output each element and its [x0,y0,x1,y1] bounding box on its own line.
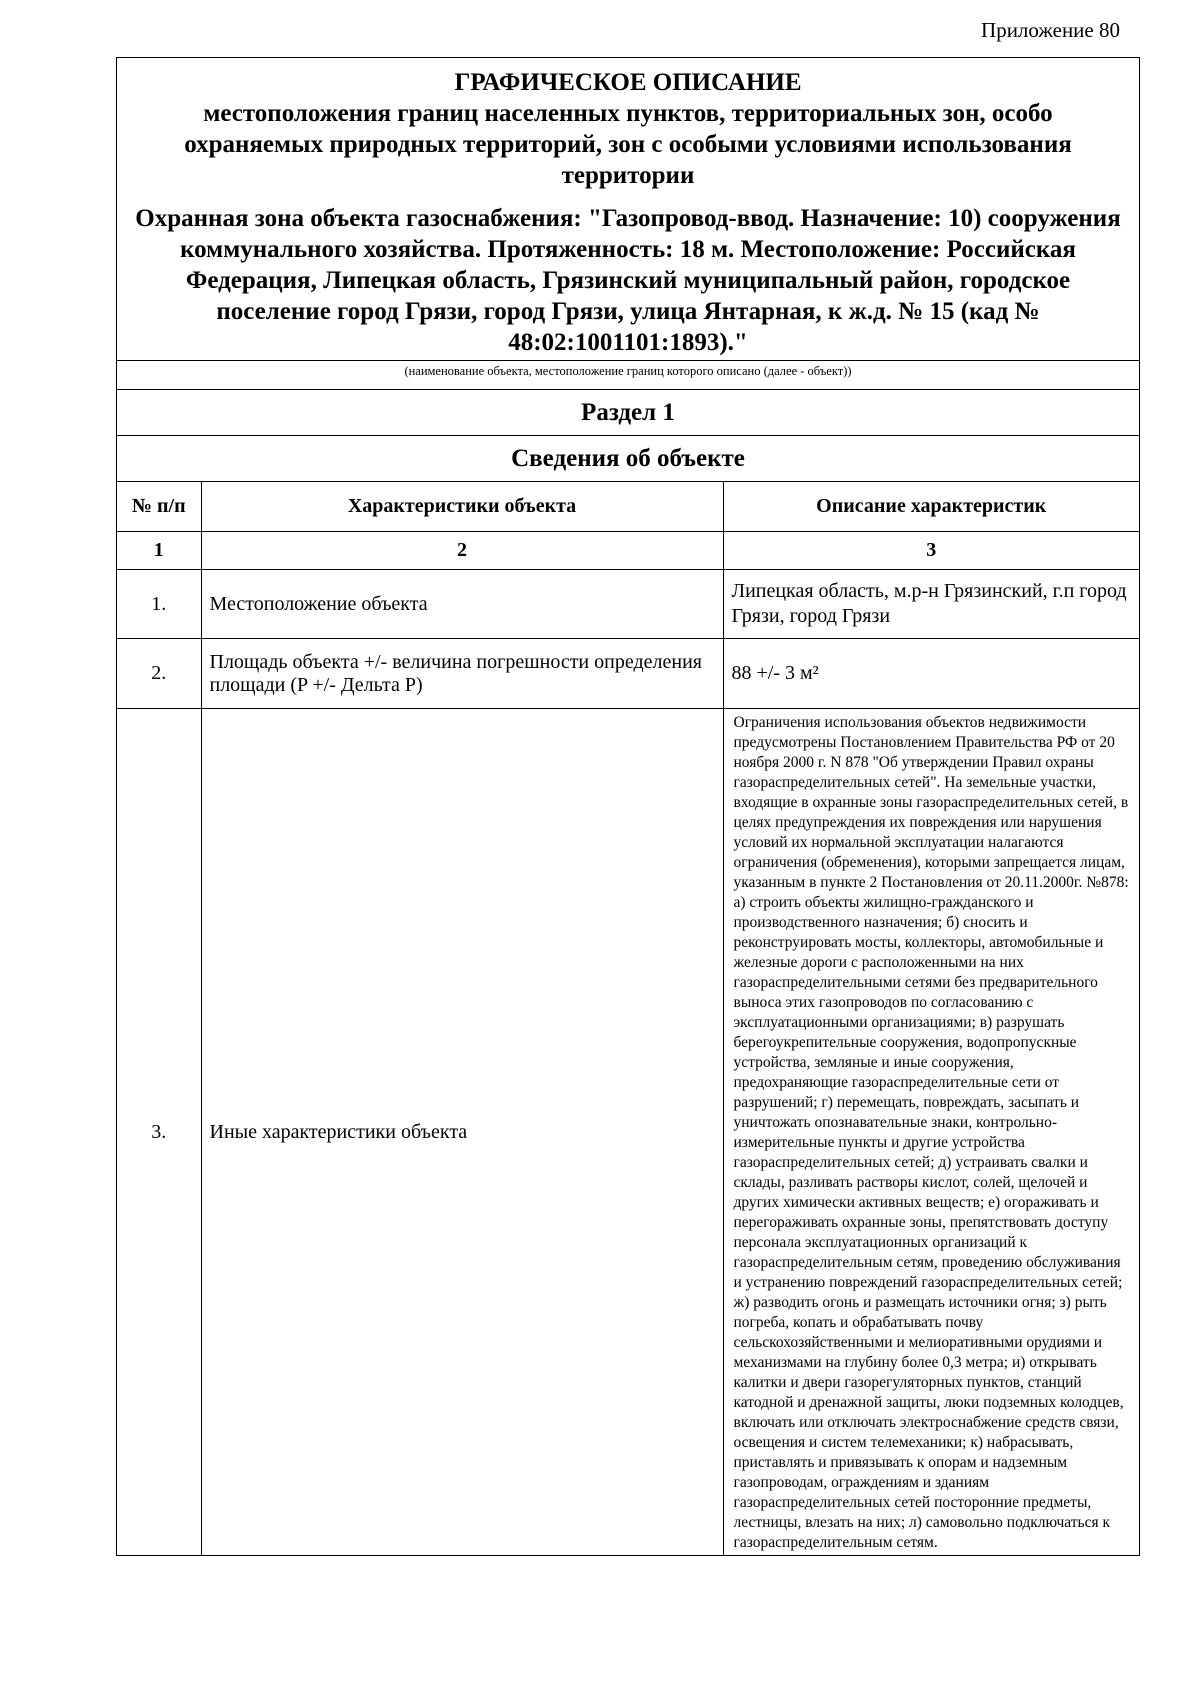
table-row [117,570,1139,639]
row-description: Ограничения использования объектов недвижимости предусмотрены Постановлением Правительства РФ от 20 ноября 2000 г. N 878 "Об утверждении Правил охраны газораспределительных сетей". На земельные участки, входящие в охранные зоны газораспределительных сетей, в целях предупреждения их повреждения или нарушения условий их нормальной эксплуатации налагаются ограничения (обременения), которыми запрещается лицам, указанным в пункте 2 Постановления от 20.11.2000г. №878: а) строить объекты жилищно-гражданского и производственного назначения; б) сносить и реконструировать мосты, коллекторы, автомобильные и железные дороги с расположенными на них газораспределительными сетями без предварительного выноса этих газопроводов по согласованию с эксплуатационными организациями; в) разрушать берегоукрепительные сооружения, водопропускные устройства, земляные и иные сооружения, предохраняющие газораспределительные сети от разрушений; г) перемещать, повреждать, засыпать и уничтожать опознавательные знаки, контрольно-измерительные пункты и другие устройства газораспределительных сетей; д) устраивать свалки и склады, разливать растворы кислот, солей, щелочей и других химически активных веществ; е) огораживать и перегораживать охранные зоны, препятствовать доступу персонала эксплуатационных организаций к газораспределительным сетям, проведению обслуживания и устранению повреждений газораспределительных сетей; ж) разводить огонь и размещать источники огня; з) рыть погреба, копать и обрабатывать почву сельскохозяйственными и мелиоративными орудиями и механизмами на глубину более 0,3 метра; и) открывать калитки и двери газорегуляторных пунктов, станций катодной и дренажной защиты, люки подземных колодцев, включать или отключать электроснабжение средств связи, освещения и систем телемеханики; к) набрасывать, приставлять и привязывать к опорам и надземным газопроводам, ограждениям и зданиям газораспределительных сетей посторонние предметы, лестницы, влезать на них; л) самовольно подключаться к газораспределительным сетям. [723,709,1139,1556]
header-characteristic: Характеристики объекта [201,482,723,532]
row-description: 88 +/- 3 м² [723,639,1139,709]
column-number: 1 [117,532,201,570]
section-title: Раздел 1 [117,389,1139,435]
object-name-caption: (наименование объекта, местоположение границ которого описано (далее - объект)) [117,360,1139,389]
document-frame [116,57,1140,1556]
row-characteristic: Площадь объекта +/- величина погрешности определения площади (P +/- Дельта P) [201,639,723,709]
row-characteristic: Иные характеристики объекта [201,709,723,1556]
column-number-row [117,532,1139,570]
header-description: Описание характеристик [723,482,1139,532]
document-title: ГРАФИЧЕСКОЕ ОПИСАНИЕ [454,69,802,96]
row-number: 2. [117,639,201,709]
column-number: 2 [201,532,723,570]
table-row [117,709,1139,1556]
table-row [117,639,1139,709]
row-characteristic: Местоположение объекта [201,570,723,639]
section-subtitle: Сведения об объекте [117,435,1139,481]
header-num: № п/п [117,482,201,532]
table-header-row [117,482,1139,532]
object-name: Охранная зона объекта газоснабжения: "Газопровод-ввод. Назначение: 10) сооружения коммунального хозяйства. Протяженность: 18 м. Местоположение: Российская Федерация, Липецкая область, Грязинский муниципальный район, городское поселение город Грязи, город Грязи, улица Янтарная, к ж.д. № 15 (кад № 48:02:1001101:1893)." [135,205,1121,356]
row-description: Липецкая область, м.р-н Грязинский, г.п город Грязи, город Грязи [723,570,1139,639]
row-number: 3. [117,709,201,1556]
object-info-table [117,481,1139,1555]
document-header [117,58,1139,360]
row-number: 1. [117,570,201,639]
appendix-label: Приложение 80 [981,18,1120,42]
column-number: 3 [723,532,1139,570]
document-subtitle: местоположения границ населенных пунктов, территориальных зон, особо охраняемых природных территорий, зон с особыми условиями использования территории [184,100,1072,189]
